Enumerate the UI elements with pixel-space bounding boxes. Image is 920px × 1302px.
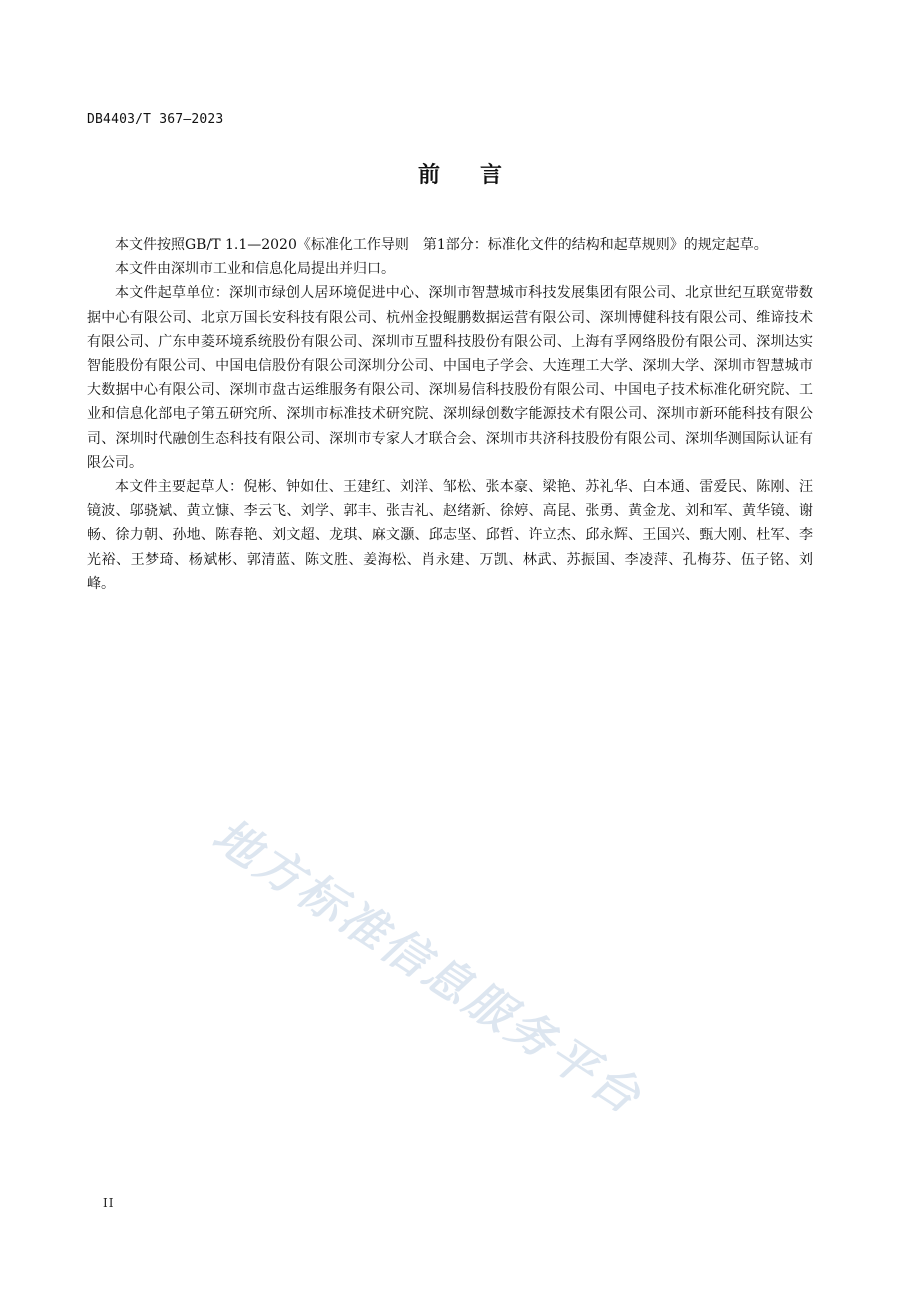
paragraph-drafting-rules: 本文件按照GB/T 1.1—2020《标准化工作导则 第1部分：标准化文件的结构和起草规则》的规定起草。 bbox=[115, 237, 768, 253]
document-code: DB4403/T 367—2023 bbox=[87, 112, 224, 127]
paragraph-drafting-units: 本文件起草单位：深圳市绿创人居环境促进中心、深圳市智慧城市科技发展集团有限公司、北京世纪互联宽带数据中心有限公司、北京万国长安科技有限公司、杭州金投鲲鹏数据运营有限公司、深圳博健科技有限公司、维谛技术有限公司、广东申菱环境系统股份有限公司、深圳市互盟科技股份有限公司、上海有孚网络股份有限公司、深圳达实智能股份有限公司、中国电信股份有限公司深圳分公司、中国电子学会、大连理工大学、深圳大学、深圳市智慧城市大数据中心有限公司、深圳市盘古运维服务有限公司、深圳易信科技股份有限公司、中国电子技术标准化研究院、工业和信息化部电子第五研究所、深圳市标准技术研究院、深圳绿创数字能源技术有限公司、深圳市新环能科技有限公司、深圳时代融创生态科技有限公司、深圳市专家人才联合会、深圳市共济科技股份有限公司、深圳华测国际认证有限公司。 bbox=[87, 285, 813, 471]
preface-body bbox=[87, 233, 813, 596]
watermark: 地方标准信息服务平台 bbox=[203, 807, 653, 1126]
page-title: 前言 bbox=[417, 163, 542, 188]
page-number: II bbox=[103, 1196, 115, 1210]
paragraph-proposer: 本文件由深圳市工业和信息化局提出并归口。 bbox=[115, 261, 395, 278]
paragraph-drafters: 本文件主要起草人：倪彬、钟如仕、王建红、刘洋、邹松、张本豪、梁艳、苏礼华、白本通、雷爱民、陈刚、汪镜波、邬骁斌、黄立慷、李云飞、刘学、郭丰、张吉礼、赵绪新、徐婷、高昆、张勇、黄金龙、刘和军、黄华镜、谢畅、徐力朝、孙地、陈春艳、刘文超、龙琪、麻文灏、邱志坚、邱哲、许立杰、邱永辉、王国兴、甄大刚、杜军、李光裕、王梦琦、杨斌彬、郭清蓝、陈文胜、姜海松、肖永建、万凯、林武、苏振国、李凌萍、孔梅芬、伍子铭、刘峰。 bbox=[87, 479, 813, 592]
